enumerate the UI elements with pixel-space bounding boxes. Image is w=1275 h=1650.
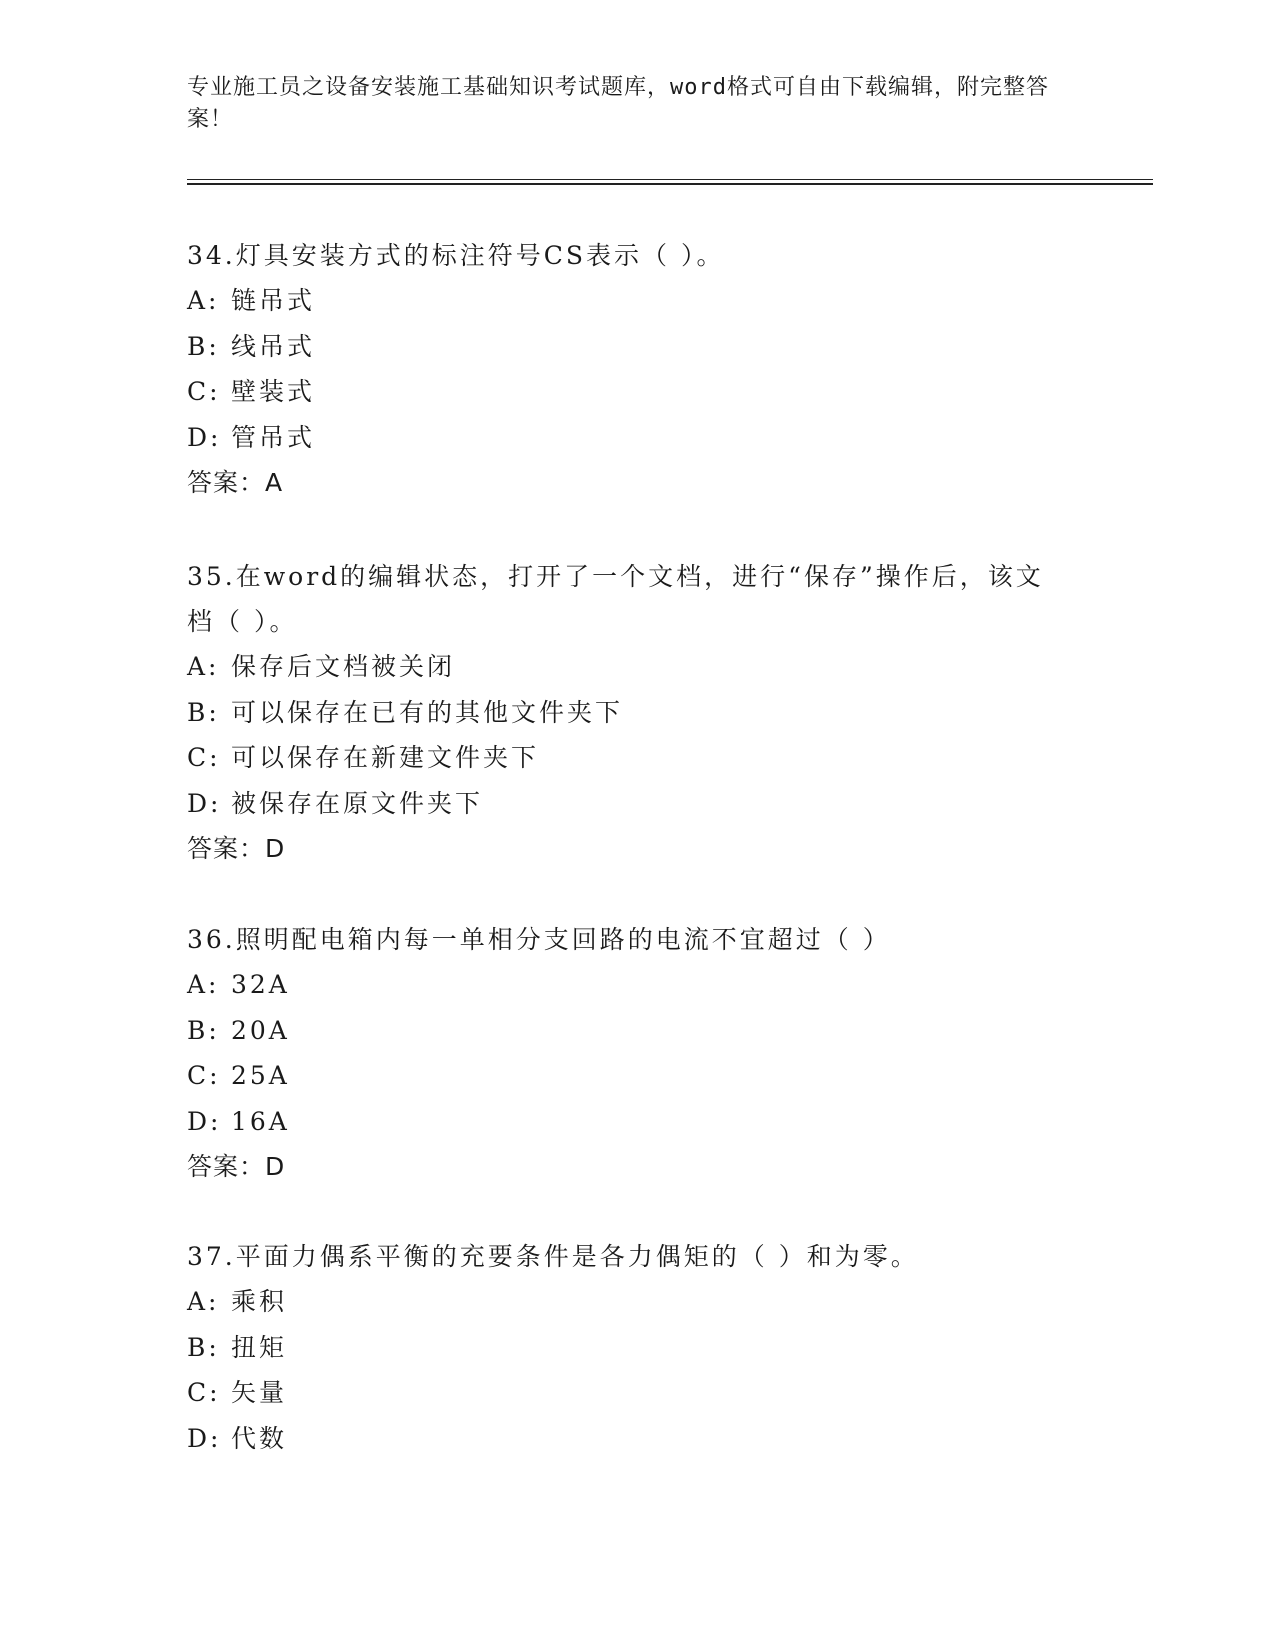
question-title: 35.在word的编辑状态，打开了一个文档，进行“保存”操作后，该文档（ ）。 <box>187 562 1044 636</box>
option-letter: C: <box>187 377 221 406</box>
option-c <box>187 369 1087 415</box>
option-text: 链吊式 <box>231 286 316 315</box>
question-36 <box>187 917 1087 1190</box>
option-text: 矢量 <box>231 1378 288 1407</box>
header-divider-thick <box>187 183 1153 185</box>
question-35 <box>187 554 1067 872</box>
question-34 <box>187 233 1087 506</box>
option-letter: A: <box>187 286 220 315</box>
option-letter: D: <box>187 788 222 818</box>
option-letter: B: <box>187 1332 220 1362</box>
option-d <box>187 415 1087 461</box>
option-letter: A: <box>187 652 220 681</box>
option-letter: C: <box>187 743 221 772</box>
option-text: 乘积 <box>231 1287 288 1316</box>
option-text: 线吊式 <box>231 331 316 361</box>
answer-line: 答案：D <box>187 1152 286 1181</box>
option-text: 被保存在原文件夹下 <box>231 788 484 818</box>
option-text: 代数 <box>231 1423 288 1453</box>
option-a <box>187 278 1087 324</box>
option-b <box>187 690 1067 736</box>
option-text: 20A <box>231 1015 290 1045</box>
option-text: 管吊式 <box>231 422 316 452</box>
question-37 <box>187 1234 1087 1461</box>
option-c <box>187 735 1067 781</box>
option-letter: D: <box>187 1423 222 1453</box>
option-text: 保存后文档被关闭 <box>231 652 456 681</box>
option-letter: D: <box>187 422 222 452</box>
option-c <box>187 1053 1087 1099</box>
option-b <box>187 1008 1087 1054</box>
option-text: 16A <box>231 1106 290 1136</box>
option-b <box>187 324 1087 370</box>
option-a <box>187 1279 1087 1325</box>
option-text: 可以保存在已有的其他文件夹下 <box>231 697 624 727</box>
option-d <box>187 781 1067 827</box>
option-d <box>187 1099 1087 1145</box>
option-letter: C: <box>187 1061 221 1090</box>
option-text: 32A <box>231 970 290 999</box>
option-text: 25A <box>231 1061 290 1090</box>
answer-line: 答案：D <box>187 834 286 863</box>
option-text: 壁装式 <box>231 377 316 406</box>
question-title: 36.照明配电箱内每一单相分支回路的电流不宜超过（ ） <box>187 925 891 954</box>
option-b <box>187 1325 1087 1371</box>
option-letter: A: <box>187 970 220 999</box>
option-letter: C: <box>187 1378 221 1407</box>
option-letter: B: <box>187 697 220 727</box>
option-a <box>187 962 1087 1008</box>
header-divider-thin <box>187 179 1153 180</box>
answer-line: 答案：A <box>187 468 284 497</box>
question-title: 37.平面力偶系平衡的充要条件是各力偶矩的（ ）和为零。 <box>187 1242 919 1271</box>
option-letter: B: <box>187 1015 220 1045</box>
option-c <box>187 1370 1087 1416</box>
option-d <box>187 1416 1087 1462</box>
option-text: 可以保存在新建文件夹下 <box>231 743 540 772</box>
question-title: 34.灯具安装方式的标注符号CS表示（ ）。 <box>187 241 725 270</box>
option-a <box>187 644 1067 690</box>
option-text: 扭矩 <box>231 1332 288 1362</box>
document-header: 专业施工员之设备安装施工基础知识考试题库，word格式可自由下载编辑，附完整答案！ <box>187 75 1049 132</box>
option-letter: D: <box>187 1106 222 1136</box>
option-letter: B: <box>187 331 220 361</box>
option-letter: A: <box>187 1287 220 1316</box>
